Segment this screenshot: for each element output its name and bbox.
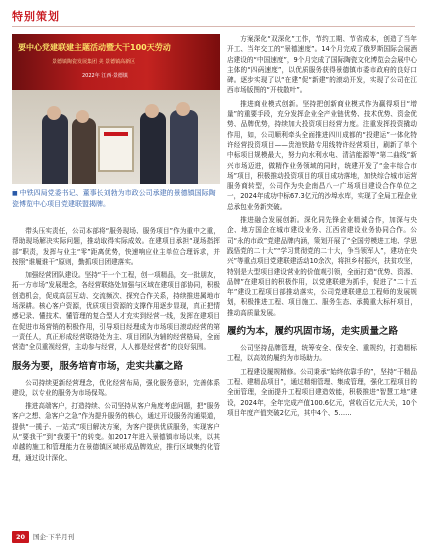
photo-backdrop-screen: [12, 34, 220, 90]
photo-person-head: [176, 102, 190, 116]
photo-person-head: [76, 110, 89, 123]
photo-screen-subtitle: 景德镇陶瓷发展集团 美 景德镇高新区: [52, 59, 136, 65]
photo-person-head: [145, 104, 159, 118]
body-paragraph: 加强经营团队建设。坚持“干一个工程，创一项精品，交一批朋友，拓一方市场”发展理念，各经营联络处加强与区域在建项目部协同，积极创造机会，促成高层互动、交流频次、探究合作关系，持续推进属地市场深耕。核心客户资源，优质项目资源的支撑作用逐步显现，真正把情感记录、懂技术、懂管理的复合型人才充实到经营一线，发挥在建项目在促进市场营销的积极作用，引导项目经理成为市场项目滚动经营的第一责任人，真正形成经营联络处为主、项目团队为辅的经营格局，全面营造“全员重视经营，主动参与经营，人人都是经营者”的良好氛围。: [12, 271, 220, 352]
body-paragraph: 工程建设履规精修。公司秉承“始终依靠手的”，坚持“干精品工程、建精品项目”，通过精细管理、集成管理，强化工程项目的全面管理，全面提升工程项目建造效能，积极推进“智慧工地”建设，2024年，全年完成产值100.6亿元，营收百亿元大关，10个项目年度产值突破2亿元，其中4个、5……: [227, 367, 417, 417]
page-number: 20: [12, 531, 29, 543]
body-paragraph: 推进高端客户，打造持续、公司坚持从客户角度考虑问题，把“服务客户之想、急客户之急”作为提升服务的核心，通过开设服务沟通渠道，提供“一揽子、一站式”项目解决方案，为客户提供优质服务，实现客户从“要我干”到“我要干”的转变。如2017年进入景德镇市场以来，以其卓越的施工和管理能力在景德镇区域形成品牌效应，推行区域集约化管理，通过设计深化、: [12, 402, 220, 462]
body-paragraph: 推进融合发展创新。深化同先锋企业精诚合作，加深与央企、地方国企在城市建设业务、江西省建设业务协同合作。公司“永的市政”党建品牌内涵，策划开展了“全国劳模进工地、学思践悟党的二十大”“学习贯彻党的二十大，争当领军人”，建功在央兴”等重点项目党建联建活动10余次，将担乡村振兴，扶贫攻坚，特别是大型项目建设营业的价值观引领，全面打造“优势、资源、品牌”在建项目的积极作用，以党建联建为抓手，促进了“二十五年”建设工程项目部推动落实，公司党建联建总工程师的发展规划，积极推进工程、项目施工、服务生态、承揽重大标杆项目，推动高质量发展。: [227, 216, 417, 317]
section-divider: [12, 26, 415, 27]
photo-plaque: [98, 126, 134, 172]
body-paragraph: 公司坚持品牌管理，统筹安全、保安全、重规约，打造精标工程，以高效的履约为市场助力。: [227, 344, 417, 363]
section-heading: 服务为要，服务培育市场，走实共赢之路: [12, 360, 184, 372]
right-column: [227, 34, 417, 421]
body-paragraph: 方案深化“双深化”工作，节约工期、节省成本，创造了当年开工、当年交工的“景德速度”。14个月完成了俄罗斯国际会展酒店建设的“中国速度”，9个月完成了国际陶瓷文化博览会会展中心主体的“四码速度”，以优质服务获得景德镇市委市政府的良好口碑。逐步实现了以“在建”促“新建”的滚动开发，实现了公司在江西市场版图的“开枝散叶”。: [227, 35, 417, 95]
body-paragraph: 带头压实责任，公司本部将“服务现场、服务项目”作为重中之重，帮助现场解决实际问题，推动取得实际成效。在建项目承担“现场指挥部”职责，发挥与业主“零”距离优势，快速响应业主单位合理诉求，并按照“谁履谁干”原则，勤抓项目团建落实。: [12, 227, 220, 266]
photo-person: [170, 110, 198, 184]
photo-person: [72, 118, 96, 184]
page-footer: [12, 531, 74, 543]
body-paragraph: 公司持续更新经营理念，优化经营布局，强化服务意识，完善体系建设，以专业的服务为市场保驾。: [12, 378, 220, 397]
photo-screen-date: 2022年 江西·景德镇: [82, 73, 128, 79]
caption-text: 中铁四局党委书记、董事长刘勃为市政公司承建的景德镇国际陶瓷博览中心项目党建联盟揭牌。: [12, 189, 216, 208]
photo-person: [42, 114, 68, 184]
photo-caption: [12, 188, 220, 210]
body-paragraph: 推进商业模式创新。坚持把创新商业模式作为赢得项目“增量”的重要手段，充分发挥企业全产业链优势、技术优势、资金优势、品牌优势，持续加大投资项目经营力度。注重发挥投资撬动作用，如，公司顺利牵头全面推进四川成都的“投建运”一体化特许经营投资项目——贵池铁路专用线特许经营项目，刷新了单个中标项目规模最大，努力向水利水电、清洁能源等“第二曲线”新兴市场迈进，做精作业务领域的同时，统建开发了“金丰综合市场”项目，积极推动投资项目的项目成功落地，加快综合城市运营服务商转型，公司作为央企南昌八一广场项目建设合作单位之一，2024年成功中标67.3亿元的沙埠水库，实现了全局工程企业总承包业务新突破。: [227, 99, 417, 211]
section-heading: 履约为本，履约巩固市场，走实质量之路: [227, 326, 399, 338]
magazine-name: 国企·下半月刊: [33, 533, 75, 541]
photo-person-head: [47, 106, 61, 120]
section-tag: 特别策划: [12, 10, 60, 23]
event-photo: [12, 34, 220, 184]
left-column: [12, 226, 220, 466]
photo-screen-title: 要中心党建联建主题活动暨大干100天劳动: [18, 43, 171, 52]
photo-person: [140, 112, 166, 184]
caption-marker-icon: ■: [12, 190, 18, 197]
